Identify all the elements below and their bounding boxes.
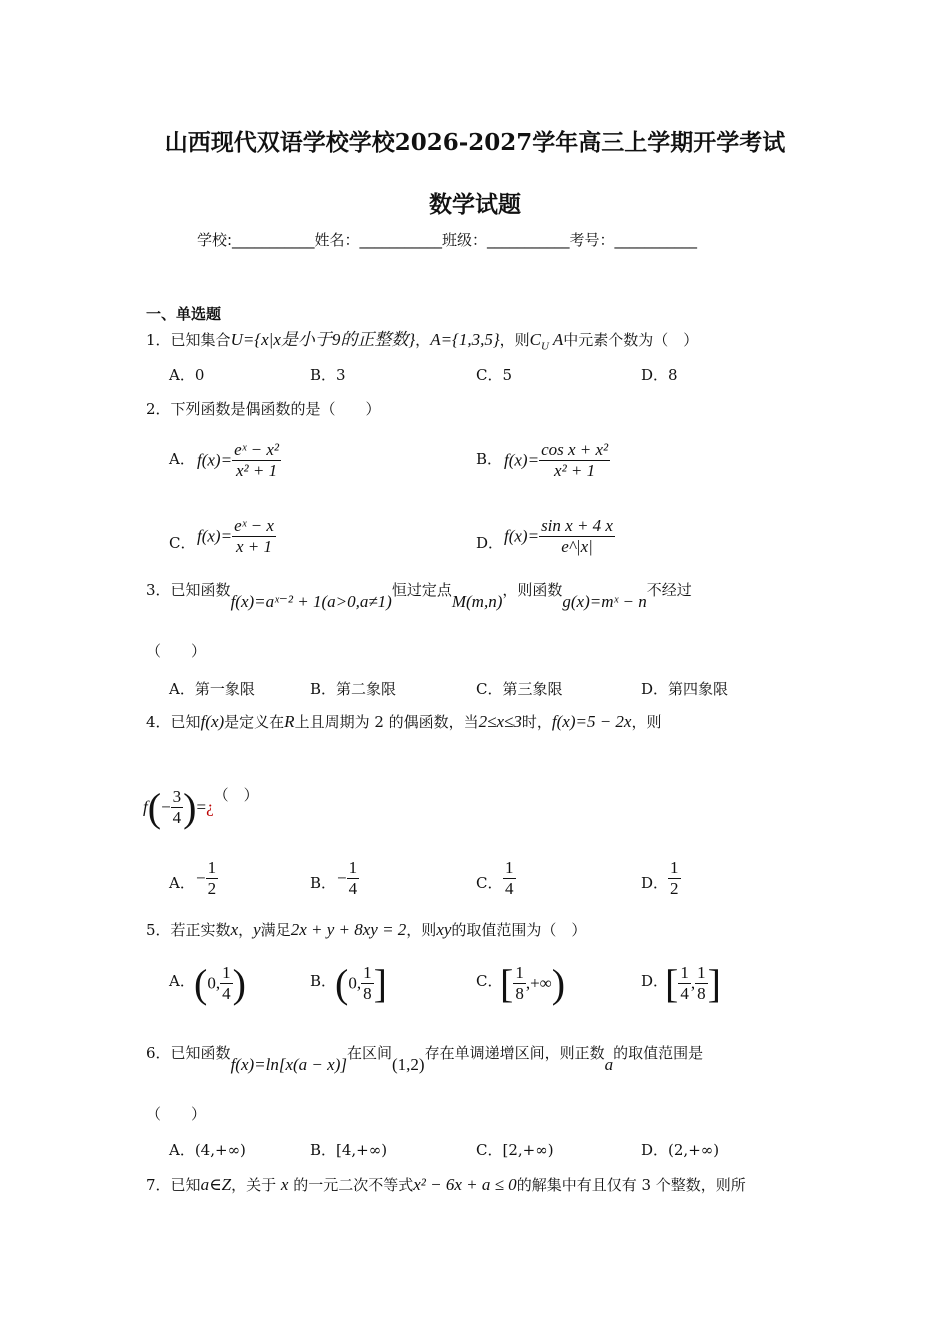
question-number: 3．	[146, 581, 171, 599]
math-y: y	[253, 920, 261, 939]
question-text: 时，	[521, 713, 552, 731]
option-d-label: D．	[476, 534, 504, 552]
question-number: 2．	[146, 400, 171, 418]
math-interval: 2≤x≤3	[478, 712, 522, 731]
question-6	[146, 1042, 704, 1074]
math-a-in-z: a∈Z	[200, 1175, 232, 1194]
answer-paren: （ ）	[146, 1105, 207, 1123]
option-b-label: B．	[310, 972, 337, 990]
option-c-interval: [ $\frac{1}{8}$ ,+∞)	[500, 961, 566, 1006]
math-xy: xy	[436, 920, 452, 939]
question-text: 的取值范围是	[613, 1044, 704, 1062]
question-text: 是定义在	[224, 713, 285, 731]
option-a-value: − $\frac{1}{2}$	[196, 858, 217, 898]
question-text: ，则	[406, 921, 437, 939]
option-a-label: A．	[169, 972, 195, 990]
question-number: 1．	[146, 331, 171, 349]
math-equation: 2x + y + 8xy = 2	[290, 920, 407, 939]
math-f-x: f(x)	[200, 712, 225, 731]
option-a-label: A．	[169, 874, 195, 892]
option-c: C．第三象限	[476, 680, 563, 698]
option-c-formula: f(x)= $\frac{\text{eˣ − x}}{x + 1}$	[197, 516, 274, 556]
question-4	[146, 711, 662, 732]
option-c-label: C．	[169, 534, 196, 552]
option-d-label: D．	[641, 874, 669, 892]
option-b: B．[4,+∞)	[310, 1141, 388, 1159]
option-d-label: D．	[641, 972, 669, 990]
question-text: 已知函数	[170, 1044, 231, 1062]
option-b-value: − $\frac{1}{4}$	[337, 858, 358, 898]
option-d: D．(2,+∞)	[641, 1141, 720, 1159]
math-interval: (1,2)	[391, 1055, 425, 1074]
exam-subtitle: 数学试题	[429, 191, 521, 218]
option-c-label: C．	[476, 874, 503, 892]
question-text: ，则	[631, 713, 662, 731]
math-function-f: f(x)=aˣ⁻² + 1(a>0,a≠1)	[230, 592, 392, 611]
question-text: 在区间	[346, 1044, 392, 1062]
question-1	[146, 325, 698, 352]
option-d-interval: [ $\frac{1}{4}$ , $\frac{1}{8}$ ]	[665, 961, 721, 1006]
answer-paren: （ ）	[146, 642, 207, 660]
question-3	[146, 579, 692, 611]
option-c: C．[2,+∞)	[476, 1141, 554, 1159]
question-text: 已知函数	[170, 581, 231, 599]
question-text: ，则函数	[502, 581, 563, 599]
question-text: 已知	[170, 1176, 201, 1194]
question-text: 已知集合	[170, 331, 231, 349]
option-a: A．第一象限	[169, 680, 255, 698]
question-text: 恒过定点	[391, 581, 452, 599]
option-a: A．(4,+∞)	[169, 1141, 246, 1159]
question-4-expression: f(− $\frac{3}{4}$ )=¿（ ）	[143, 785, 259, 830]
question-text: 若正实数	[170, 921, 231, 939]
option-a-formula: f(x)= $\frac{\text{eˣ − x²}}{\text{x² + 1}}$	[197, 440, 280, 480]
math-inequality: x² − 6x + a ≤ 0	[413, 1175, 517, 1194]
option-c-label: C．	[476, 972, 503, 990]
option-c-value: $\frac{1}{4}$	[505, 858, 514, 898]
option-b: B．第二象限	[310, 680, 397, 698]
option-a-label: A．	[169, 450, 195, 468]
question-text: ，	[238, 921, 254, 939]
question-text: ，关于	[231, 1176, 281, 1194]
question-text: 的解集中有且仅有 3 个整数，则所	[516, 1176, 746, 1194]
option-b-interval: (0, $\frac{1}{8}$ ]	[335, 961, 387, 1006]
math-function-g: g(x)=mˣ − n	[562, 592, 647, 611]
option-d: D．第四象限	[641, 680, 729, 698]
math-x: x	[280, 1175, 289, 1194]
math-x: x	[230, 920, 239, 939]
question-text: 下列函数是偶函数的是（ ）	[170, 400, 381, 418]
question-text: 已知	[170, 713, 201, 731]
math-r: R	[284, 712, 295, 731]
question-text: 中元素个数为（ ）	[563, 331, 699, 349]
exam-title: 山西现代双语学校学校2026-2027学年高三上学期开学考试	[164, 129, 786, 156]
question-number: 6．	[146, 1044, 171, 1062]
question-number: 4．	[146, 713, 171, 731]
option-b-label: B．	[310, 874, 337, 892]
question-text: 满足	[260, 921, 291, 939]
option-b: B．3	[310, 366, 346, 384]
question-text: 的一元二次不等式	[288, 1176, 414, 1194]
question-2	[146, 398, 381, 419]
math-formula: f(x)=5 − 2x	[551, 712, 632, 731]
option-b-label: B．	[476, 450, 503, 468]
question-text: 存在单调递增区间，则正数	[424, 1044, 605, 1062]
math-function-f: f(x)=ln[x(a − x)]	[230, 1055, 347, 1074]
option-d-formula: f(x)= $\frac{\text{sin x + 4 x}}{e\^{}|x|}$	[504, 516, 613, 556]
question-text: 上且周期为 2 的偶函数，当	[294, 713, 479, 731]
math-set-u: U={x|x是小于9的正整数}	[230, 330, 416, 349]
option-c: C．5	[476, 366, 513, 384]
math-set-a: A={1,3,5}	[430, 330, 500, 349]
question-text: 不经过	[646, 581, 692, 599]
math-point-m: M(m,n)	[451, 592, 503, 611]
question-text: 的取值范围为（ ）	[451, 921, 587, 939]
question-7	[146, 1174, 746, 1195]
question-text: ，则	[499, 331, 530, 349]
option-d-value: $\frac{1}{2}$	[670, 858, 679, 898]
math-complement: $C_U$ A	[529, 330, 564, 353]
question-number: 7．	[146, 1176, 171, 1194]
option-b-formula: f(x)= $\frac{\text{cos x + x²}}{\text{x² + 1}}$	[504, 440, 609, 480]
math-a: a	[604, 1055, 614, 1074]
question-5	[146, 919, 586, 940]
student-info-line: 学校:___________姓名：___________班级：___________考号：___________	[197, 231, 698, 249]
option-d: D．8	[641, 366, 678, 384]
question-text: ，	[415, 331, 431, 349]
option-a: A．0	[169, 366, 205, 384]
option-a-interval: (0, $\frac{1}{4}$ )	[194, 961, 246, 1006]
question-number: 5．	[146, 921, 171, 939]
section-heading: 一、单选题	[146, 305, 222, 323]
